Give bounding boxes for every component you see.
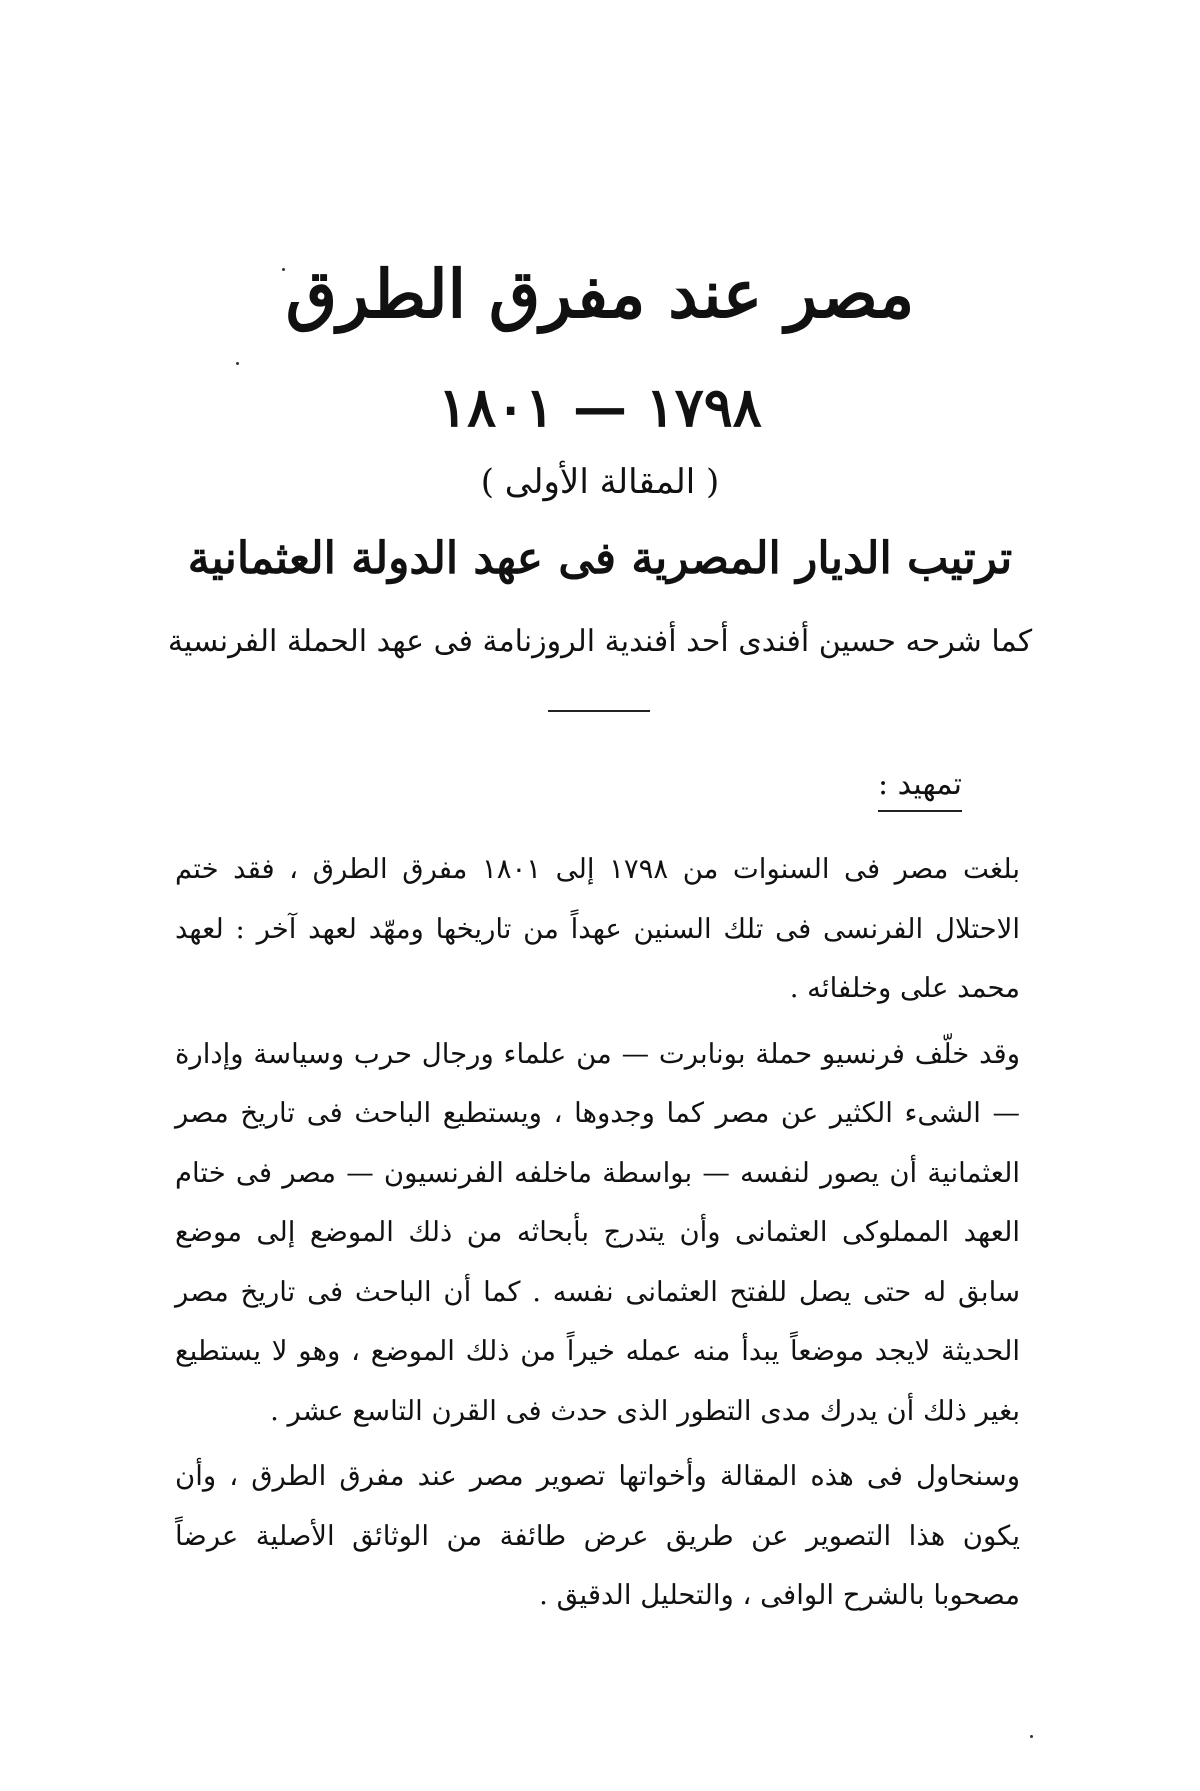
section-heading: تمهيد : xyxy=(878,765,962,812)
paragraph: وقد خلّف فرنسيو حملة بونابرت — من علماء ورجال حرب وسياسة وإدارة — الشىء الكثير عن مصر كما وجدوها ، ويستطيع الباحث فى تاريخ مصر العثمانية أن يصور لنفسه — بواسطة ماخلفه الفرنسيون — مصر فى ختام العهد المملوكى العثمانى وأن يتدرج بأبحاثه من ذلك الموضع إلى موضع سابق له حتى يصل للفتح العثمانى نفسه . كما أن الباحث فى تاريخ مصر الحديثة لايجد موضعاً يبدأ منه عمله خيراً من ذلك الموضع ، وهو لا يستطيع بغير ذلك أن يدرك مدى التطور الذى حدث فى القرن التاسع عشر . xyxy=(175,1037,1020,1427)
divider xyxy=(548,710,650,712)
document-subtitle: ترتيب الديار المصرية فى عهد الدولة العثمانية xyxy=(187,533,1013,584)
byline: كما شرحه حسين أفندى أحد أفندية الروزنامة فى عهد الحملة الفرنسية xyxy=(167,624,1033,659)
document-title: مصر عند مفرق الطرق xyxy=(285,255,915,333)
body-text xyxy=(175,840,1020,1626)
paragraph: بلغت مصر فى السنوات من ١٧٩٨ إلى ١٨٠١ مفرق الطرق ، فقد ختم الاحتلال الفرنسى فى تلك السنين عهداً من تاريخها ومهّد لعهد آخر : لعهد محمد على وخلفائه . xyxy=(175,853,1020,1004)
scan-speck xyxy=(236,362,239,365)
scan-speck xyxy=(282,268,285,271)
paragraph: وسنحاول فى هذه المقالة وأخواتها تصوير مصر عند مفرق الطرق ، وأن يكون هذا التصوير عن طريق عرض طائفة من الوثائق الأصلية عرضاً مصحوبا بالشرح الوافى ، والتحليل الدقيق . xyxy=(175,1460,1020,1611)
date-range: ١٧٩٨ — ١٨٠١ xyxy=(438,375,762,439)
article-label: ( المقالة الأولى ) xyxy=(480,462,720,502)
scan-speck xyxy=(1030,1735,1033,1738)
